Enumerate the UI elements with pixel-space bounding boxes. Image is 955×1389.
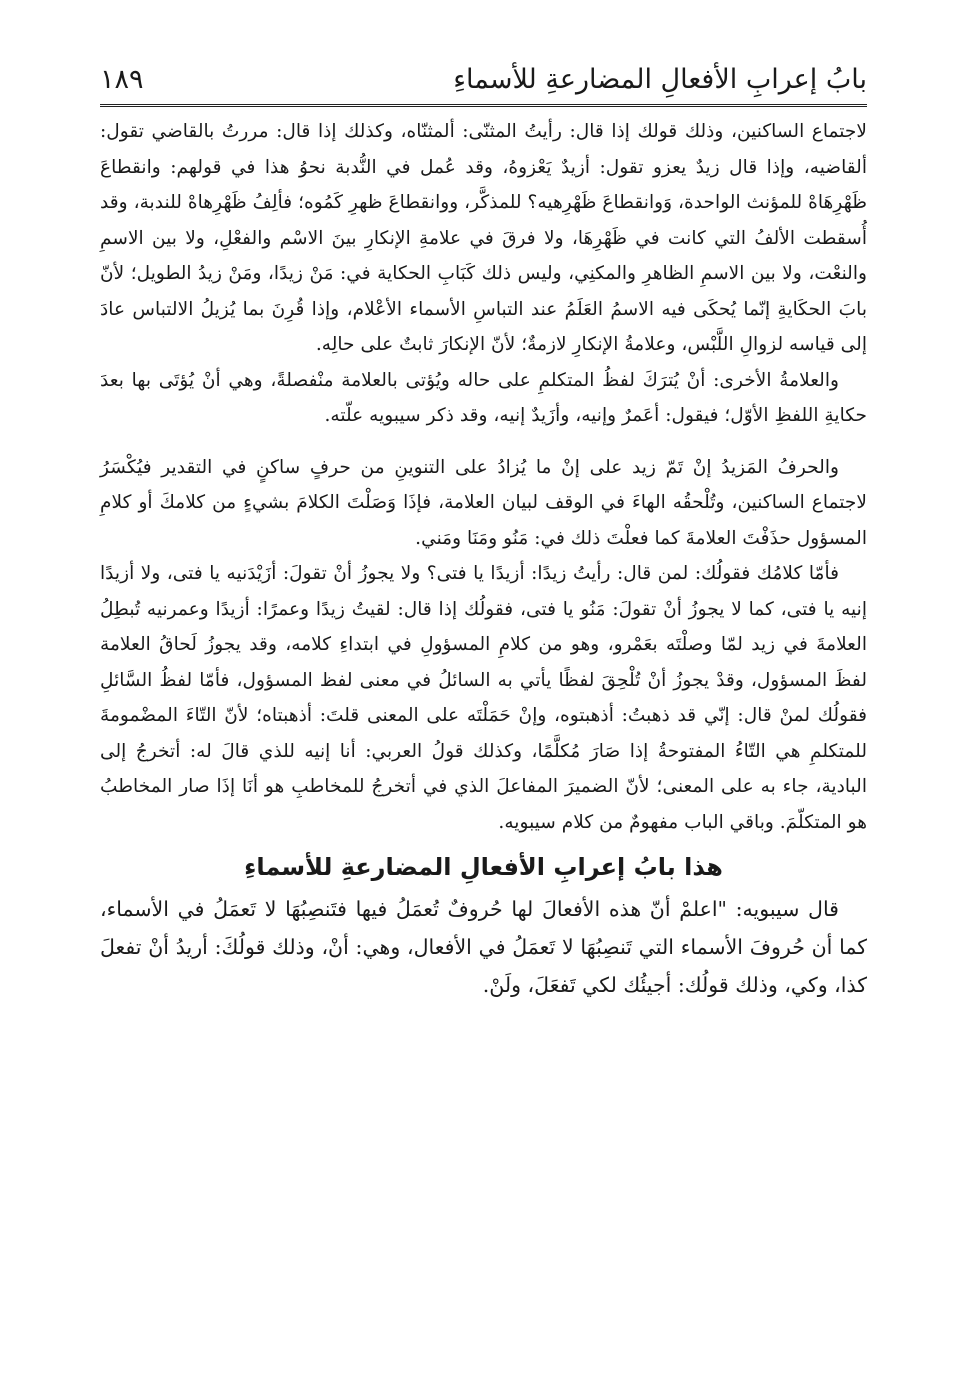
section-heading: هذا بابُ إعرابِ الأفعالِ المضارعةِ للأسماءِ	[244, 853, 723, 881]
paragraph: والعلامةُ الأخرى: أنْ يُترَكَ لفظُ المتكلمِ على حاله ويُؤتى بالعلامة منْفصلةً، وهي أنْ يُؤتَى بها بعدَ حكايةِ اللفظِ الأوّل؛ فيقول: أعَمرٌ وإنيه، وأزَيدٌ إنيه، وقد ذكر سيبويه علّته.	[100, 369, 867, 426]
running-title: بابُ إعرابِ الأفعالِ المضارعةِ للأسماءِ	[453, 63, 867, 95]
page-header	[100, 52, 867, 100]
paragraph: فأمّا كلامُك فقولُك: لمن قال: رأيتُ زيدًا: أزيدًا يا فتى؟ ولا يجوزُ أنْ تقولَ: أزَيْدَنيه يا فتى، ولا أزيدًا إنيه يا فتى، كما لا يجوزُ أنْ تقولَ: مَنُو يا فتى، فقولُك إذا قال: لقيتُ زيدًا وعمرًا: أزيدًا وعمرنيه تُبطِلُ العلامةَ في زيد لمّا وصلْتَه بعَمْرو، وهو من كلامِ المسؤولِ في ابتداءِ كلامه، وقد يجوزُ لَحاقُ العلامة لفظَ المسؤول، وقدْ يجوزُ أنْ تُلْحِقَ لفظًا يأتي به السائلُ في معنى لفظ المسؤول، فأمّا لفظُ السَّائلِ فقولُك لمنْ قال: إنّي قد ذهبتُ: أذهبتوه، وإنْ حَمَلْتَه على المعنى قلتَ: أذهبتاه؛ لأنّ التّاءَ المضْمومةَ للمتكلمِ هي التّاءُ المفتوحةُ إذا صَارَ مُكلَّمًا، وكذلك قولُ العربي: أنا إنيه للذي قالَ له: أتخرجُ إلى البادية، جاء به على المعنى؛ لأنّ الضميرَ المفاعلَ الذي في أتخرجُ للمخاطبِ هو أنَا إذَا صار المخاطبُ هو المتكلّمَ. وباقي الباب مفهومٌ من كلام سيبويه.	[100, 563, 867, 833]
body-text	[100, 114, 867, 1004]
page-number: ١٨٩	[100, 63, 144, 95]
paragraph: لاجتماع الساكنين، وذلك قولك إذا قال: رأيتُ المثنّى: ألمثنّاه، وكذلك إذا قال: مررتُ بالقاضي تقول: ألقاضيه، وإذا قال زيدٌ يعزو تقول: أزيدٌ يَعْزوهُ، وقد عُمل في النُّدبة نحوُ هذا في قولهم: وانقطاعَ ظَهْرِهَاهْ للمؤنث الواحدة، وَوانقطاعَ ظَهْرِهيه؟ للمذكَّر، ووانقطاعَ ظهرِ كَمُوه؛ فألِفُ ظَهْرِهاهْ للندبة، وقد أُسقطت الألفُ التي كانت في ظَهْرِهَا، ولا فرقَ في علامةِ الإنكارِ بينَ الاسْم والفعْلِ، ولا بين الاسمِ والنعْت، ولا بين الاسمِ الظاهرِ والمكنِي، وليس ذلك كَبَابِ الحكاية في: مَنْ زيدًا، ومَنْ زيدُ الطويل؛ لأنّ بابَ الحكَايةِ إنّما يُحكَى فيه الاسمُ العَلَمُ عند التباسِ الأسماء الأعْلام، وإذا قُرِنَ بما يُزيلُ الالتباس عادَ إلى قياسه لزوالِ اللَّبْس، وعلامةُ الإنكارِ لازمةٌ؛ لأنّ الإنكارَ ثابتٌ على حالِه.	[100, 121, 867, 355]
paragraph: والحرفُ المَزيدُ إنْ تَمّ زيد على إنْ ما يُزادُ على التنوينِ من حرفٍ ساكنٍ في التقدير فيُكْسَرُ لاجتماع الساكنين، وتُلْحقُه الهاءَ في الوقف لبيان العلامة، فإذَا وَصَلْتَ الكلامَ بشيءٍ من كلامكَ أو كلامِ المسؤول حذَفْتَ العلامةَ كما فعلْتَ ذلك في: مَنُو ومَنَا ومَني.	[100, 456, 867, 549]
header-rule	[100, 104, 867, 107]
section-intro: قال سيبويه: "اعلمْ أنّ هذه الأفعالَ لها حُروفٌ تُعمَلُ فيها فتَنصِبُهَا لا تَعمَلُ في الأسماء، كما أن حُروفَ الأسماء التي تَنصِبُهَا لا تَعمَلُ في الأفعال، وهي: أنْ، وذلك قولُكَ: أريدُ أنْ تفعلَ كذا، وكي، وذلك قولُك: أجيئُك لكي تَفعَلَ، ولَنْ.	[100, 897, 867, 997]
